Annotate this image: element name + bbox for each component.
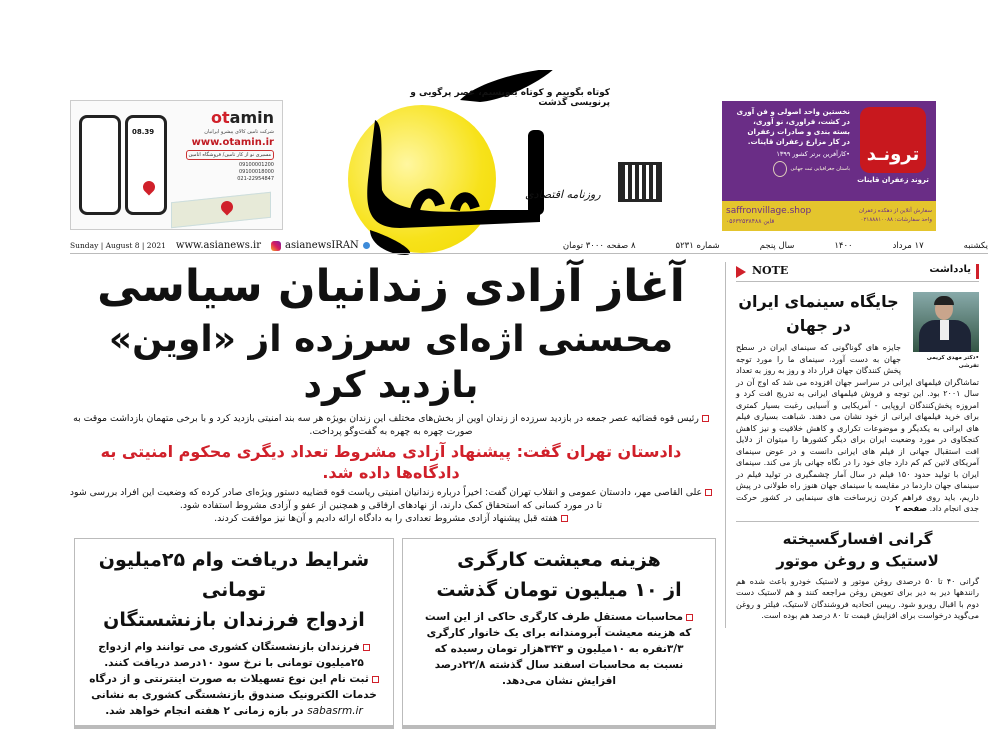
right-column — [725, 262, 987, 628]
author-caption: •دکتر مهدی کریمی تفرشی — [926, 355, 979, 369]
divider — [736, 521, 979, 522]
lead-paragraph-2: علی القاصی مهر، دادستان عمومی و انقلاب تهران گفت: اخیراً درباره زندانیان امنیتی ریاست قوه قضاییه دستور ویژه‌ای صادر کرده که وضعیت این افراد بررسی شود تا در مورد کسانی که استحقاق کمک دارند، از نهادهای ارفاقی و همچنین از عفو و آزادی مشروط استفاده شود. هفته قبل پیشنهاد آزادی مشروط تعدادی را به دادگاه ارائه دادیم و آن‌ها نیز موافقت کردند. — [66, 486, 716, 525]
instagram-handle: asianewsIRAN — [285, 240, 359, 251]
seal-icon — [773, 161, 787, 177]
masthead-subtitle: روزنامه اقتصادی — [525, 188, 601, 201]
phone-image — [79, 115, 121, 215]
article-link[interactable]: sabasrm.ir — [307, 705, 363, 717]
phone-image — [125, 115, 167, 215]
otamin-advertisement[interactable] — [70, 100, 283, 230]
loan-article-box[interactable] — [74, 538, 394, 729]
red-subheadline: دادستان تهران گفت: پیشنهاد آزادی مشروط تعداد دیگری محکوم امنیتی به دادگاه‌ها داده شد. — [100, 442, 682, 482]
ad-promo: مسیری نو از کار تامین/ فروشگاه اتامین — [186, 150, 275, 160]
instagram-icon — [271, 241, 281, 251]
volume: سال پنجم — [759, 240, 795, 251]
note-label-english: NOTE — [752, 264, 789, 277]
article-body: فرزندان بازنشستگان کشوری می توانند وام ازدواج ۲۵میلیون تومانی با نرخ سود ۱۰درصد دریافت کنند. ثبت نام این نوع تسهیلات به صورت اینترنتی و از درگاه خدمات الکترونیک صندوق بازنشستگی کشوری به نشانی sabasrm.ir در بازه زمانی ۲ هفته انجام خواهد شد. — [89, 641, 377, 717]
article-title: هزینه معیشت کارگری — [457, 549, 661, 571]
verified-icon — [363, 242, 370, 249]
bullet-icon — [702, 415, 709, 422]
article-title-2: ازدواج فرزندان بازنشستگان — [103, 609, 365, 631]
bullet-icon — [363, 644, 370, 651]
article-title-2: از ۱۰ میلیون تومان گذشت — [436, 579, 682, 601]
bullet-icon — [561, 515, 568, 522]
ad-phone: قاین ۰۵۶۳۲۵۳۸۴۸۸ — [726, 218, 775, 225]
red-marker — [976, 264, 979, 279]
instagram-link[interactable] — [271, 240, 370, 251]
ad-subtitle: تروند زعفران قاینات — [857, 176, 929, 184]
persian-year: ۱۴۰۰ — [834, 240, 853, 251]
ad-geo-label: باستان جغرافیایی ثبت جهانی — [790, 166, 850, 172]
ad-url[interactable]: saffronvillage.shop — [726, 206, 812, 216]
tarvand-logo: ترونـد — [860, 107, 926, 173]
ad-tagline: شرکت تامین کالای پیشرو ایرانیان — [204, 129, 274, 135]
ad-phones: 09100001200 09100018000 021-22954847 — [237, 162, 274, 182]
lead-paragraph: رئیس قوه قضائیه عصر جمعه در بازدید سرزده از زندان اوین از بخش‌های مختلف این زندان بویژه هر سه بند امنیتی بازدید کرد و با برخی متهمان بازداشت موقت به صورت چهره به چهره به گفت‌وگو پرداخت. — [66, 412, 716, 438]
note-title[interactable]: جایگاه سینمای ایران در جهان — [738, 292, 899, 335]
main-column — [66, 260, 716, 729]
note-label-persian: یادداشت — [929, 264, 971, 275]
english-date: Sunday | August 8 | 2021 — [70, 241, 166, 250]
author-photo — [913, 292, 979, 352]
bullet-icon — [705, 489, 712, 496]
ad-description: نخستین واحد اصولی و فن آوری در کشت، فراوری، نو آوری، بسته بندی و صادرات زعفران در کار مزارع زعفران قاینات. — [736, 107, 850, 146]
ad-award: •کارآفرین برتر کشور ۱۳۹۹ — [776, 150, 850, 158]
ad-url[interactable]: www.otamin.ir — [191, 137, 274, 148]
play-triangle-icon — [736, 266, 746, 278]
living-cost-article-box[interactable] — [402, 538, 716, 729]
article-body: محاسبات مستقل طرف کارگری حاکی از این است که هزینه معیشت آبرومندانه برای یک خانوار کارگری ۳/۳نفره به ۱۰میلیون و ۳۴۳هزار تومان رسیده که نسبت به محاسبات اسفند سال گذشته ۲۲/۸درصد افزایش نشان می‌دهد. — [425, 611, 692, 687]
note-header — [736, 262, 979, 282]
issue-number: شماره ۵۲۳۱ — [675, 240, 720, 251]
article-title: شرایط دریافت وام ۲۵میلیون تومانی — [98, 549, 370, 601]
note-body: جایزه های گوناگونی که سینمای ایران در سطح جهان به دست آورد، سینمای ما را مورد توجه پخش کنندگان جهان قرار داد و روز به روز به تعداد تماشاگران فیلمهای ایرانی در سراسر جهان افزوده می شد که اوج آن در سال ۲۰۰۱ بود. این توجه و فروش فیلمهای ایرانی به تدریج افت کرد و امروزه پخش‌کنندگان اروپایی - آمریکایی و آسیایی رغبت بسیار کمتری برای خرید فیلمهای ایرانی از خود نشان می دهند. شباهت بسیاری فیلم های ایرانی به یکدیگر و موضوعات تکراری و کاهش خلاقیت و نیز کاهش کنجکاوی در مورد وضعیت ایران برای دیگر کشورها را میتوان از دلایل افت استقبال جهانی از فیلم های ایرانی دانست و در عوض سینمای آمریکای لاتین کم کم دارد جای خود را در نگاه جهانی باز می کند. سینمای ایران با تولید حدود ۱۵۰ فیلم در سال آمار چشمگیری در تولید فیلم در سینمای جهان داردما در مقایسه با سینمای جهان هنوز راه طولانی در پیش داریم، باید روی فراهم کردن زیرساخت های سینمایی در کشور حرکت جدی انجام داد. صفحه ۲ — [736, 343, 979, 513]
saffron-advertisement[interactable] — [722, 101, 936, 231]
ad-info — [174, 109, 274, 183]
masthead-slogan: کوتاه بگوییم و کوتاه بنویسیم، عصر پرگویی و پرنویسی گذشت — [410, 88, 610, 108]
phone-time: 08.39 — [132, 128, 155, 136]
ad-yellow-band — [722, 201, 936, 231]
page-reference[interactable]: صفحه ۲ — [895, 504, 928, 513]
pages-price: ۸ صفحه ۳۰۰۰ تومان — [562, 240, 636, 251]
ad-order-info: سفارش آنلاین از دهکده زعفران واحد سفارشات: ۰۲۱۸۸۸۱۰۰۸۸ — [858, 208, 932, 223]
date-bar — [70, 238, 988, 254]
bullet-icon — [686, 614, 693, 621]
weekday: یکشنبه — [963, 240, 988, 251]
main-headline-2[interactable]: محسنی اژه‌ای سرزده از «اوین» بازدید کرد — [108, 319, 674, 406]
website-link[interactable]: www.asianews.ir — [175, 240, 262, 251]
tire-article-title[interactable]: گرانی افسارگسیخته لاستیک و روغن موتور — [776, 529, 939, 570]
tire-article-body: گرانی ۴۰ تا ۵۰ درصدی روغن موتور و لاستیک خودرو باعث شده هم رانندهها دیر به دیر برای تعویض روغن مراجعه کنند و هم لاستیک دست دوم با اقبال روبرو شود. رییس اتحادیه فروشندگان لاستیک، فیلتر و روغن می‌گوید درخواست برای افزایش قیمت تا ۸۰ درصد هم بوده است. — [736, 576, 980, 620]
otamin-logo: otamin — [211, 108, 274, 127]
main-headline[interactable]: آغاز آزادی زندانیان سیاسی — [97, 261, 685, 312]
persian-date: ۱۷ مرداد — [892, 240, 924, 251]
bullet-icon — [372, 676, 379, 683]
qr-code-icon[interactable] — [618, 162, 662, 202]
